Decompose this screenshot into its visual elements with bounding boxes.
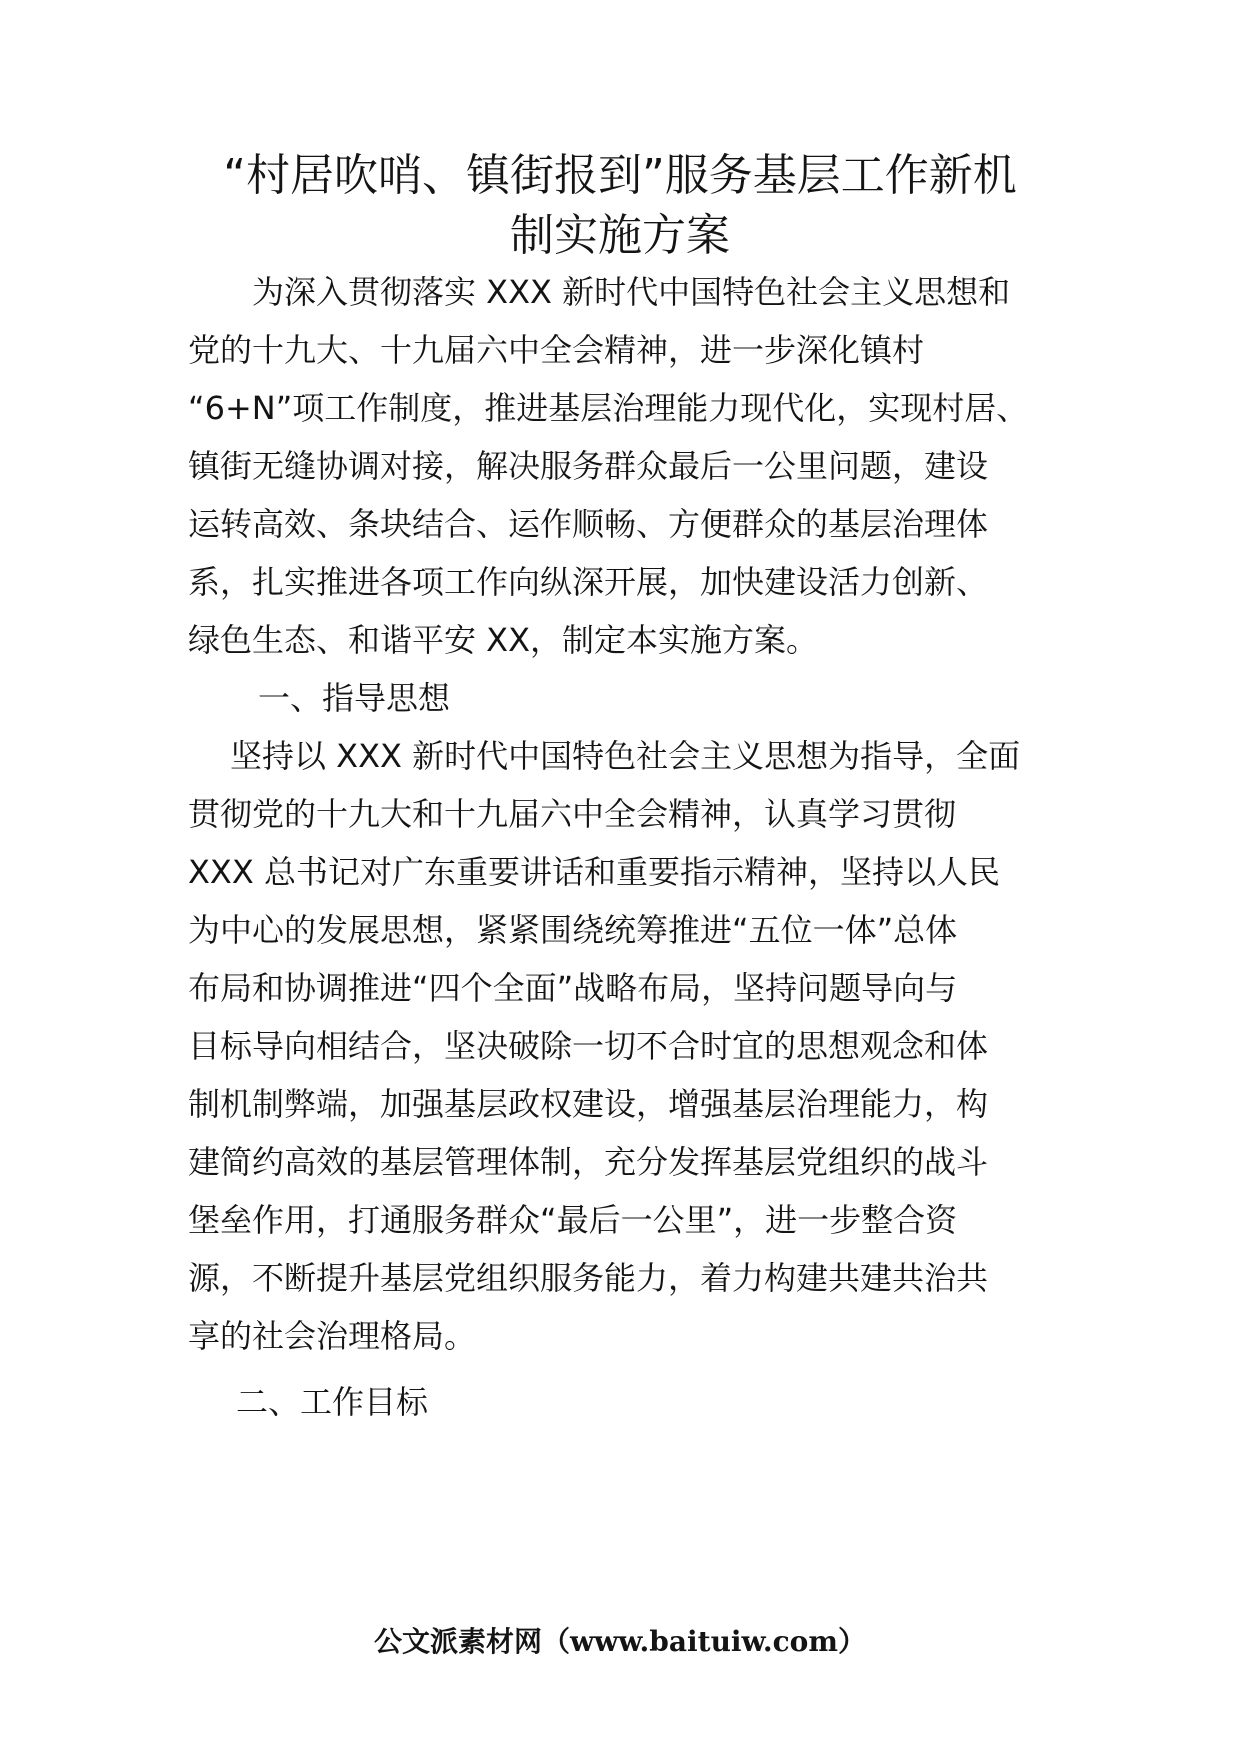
section-heading-guiding-thought: 一、指导思想 [258,679,451,717]
paragraph-intro-line-7: 绿色生态、和谐平安 XX，制定本实施方案。 [188,621,819,659]
paragraph-guiding-line-11: 享的社会治理格局。 [188,1317,477,1355]
paragraph-guiding-line-10: 源，不断提升基层党组织服务能力，着力构建共建共治共 [188,1259,989,1297]
paragraph-guiding-line-7: 制机制弊端，加强基层政权建设，增强基层治理能力，构 [188,1085,989,1123]
paragraph-intro-line-5: 运转高效、条块结合、运作顺畅、方便群众的基层治理体 [188,505,989,543]
paragraph-intro-line-4: 镇街无缝协调对接，解决服务群众最后一公里问题，建设 [188,447,989,485]
paragraph-guiding-line-6: 目标导向相结合，坚决破除一切不合时宜的思想观念和体 [188,1027,989,1065]
paragraph-intro-line-6: 系，扎实推进各项工作向纵深开展，加快建设活力创新、 [188,563,989,601]
paragraph-intro-line-2: 党的十九大、十九届六中全会精神，进一步深化镇村 [188,331,925,369]
paragraph-guiding-line-2: 贯彻党的十九大和十九届六中全会精神，认真学习贯彻 [188,795,957,833]
footer-watermark: 公文派素材网（www.baituiw.com） [374,1625,866,1658]
paragraph-intro-line-3: “6+N”项工作制度，推进基层治理能力现代化，实现村居、 [188,389,1029,427]
paragraph-intro-line-1: 为深入贯彻落实 XXX 新时代中国特色社会主义思想和 [252,273,1011,311]
paragraph-guiding-line-8: 建简约高效的基层管理体制，充分发挥基层党组织的战斗 [188,1143,989,1181]
section-heading-work-goals: 二、工作目标 [236,1383,429,1421]
paragraph-guiding-line-3: XXX 总书记对广东重要讲话和重要指示精神，坚持以人民 [188,853,1000,891]
document-title-line-1: “村居吹哨、镇街报到”服务基层工作新机 [223,150,1017,201]
paragraph-guiding-line-4: 为中心的发展思想，紧紧围绕统筹推进“五位一体”总体 [188,911,958,949]
document-title-line-2: 制实施方案 [510,210,730,261]
paragraph-guiding-line-5: 布局和协调推进“四个全面”战略布局，坚持问题导向与 [188,969,958,1007]
paragraph-guiding-line-1: 坚持以 XXX 新时代中国特色社会主义思想为指导，全面 [230,737,1021,775]
paragraph-guiding-line-9: 堡垒作用，打通服务群众“最后一公里”，进一步整合资 [188,1201,958,1239]
